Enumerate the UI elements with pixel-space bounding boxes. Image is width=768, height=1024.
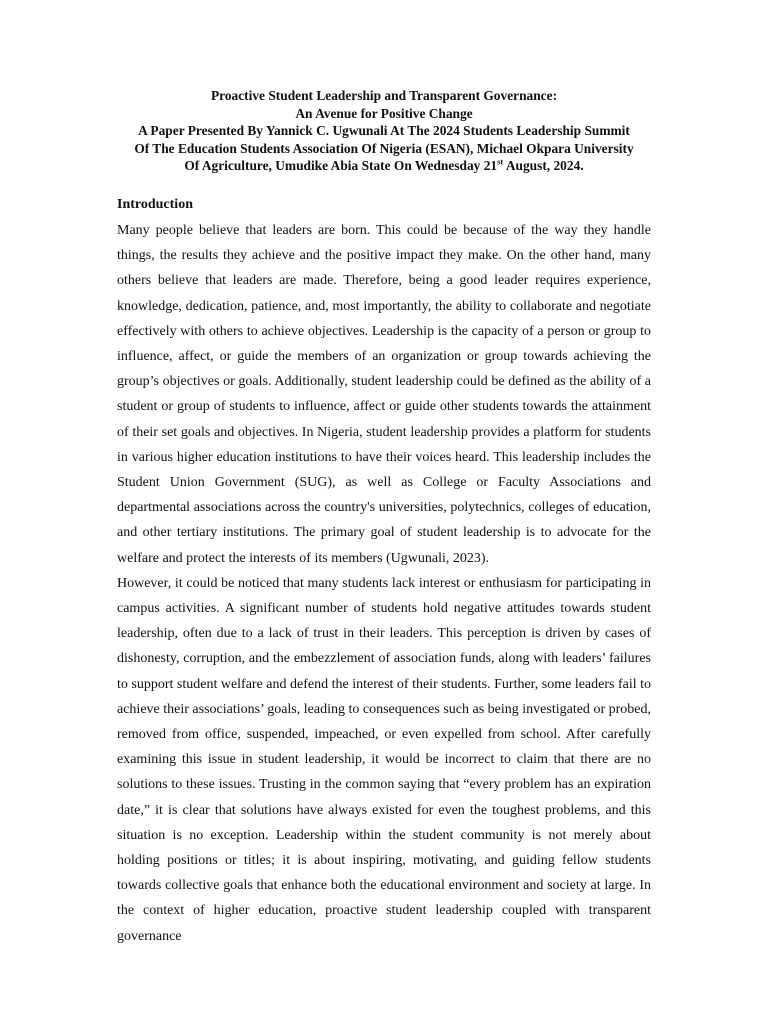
introduction-paragraph-2: However, it could be noticed that many students lack interest or enthusiasm for participating in campus activities. A significant number of students hold negative attitudes towards student leadership, often due to a lack of trust in their leaders. This perception is driven by cases of dishonesty, corruption, and the embezzlement of association funds, along with leaders’ failures to support student welfare and defend the interest of their students. Further, some leaders fail to achieve their associations’ goals, leading to consequences such as being investigated or probed, removed from office, suspended, impeached, or even expelled from school. After carefully examining this issue in student leadership, it would be incorrect to claim that there are no solutions to these issues. Trusting in the common saying that “every problem has an expiration date,” it is clear that solutions have always existed for even the toughest problems, and this situation is no exception. Leadership within the student community is not merely about holding positions or titles; it is about inspiring, motivating, and guiding fellow students towards collective goals that enhance both the educational environment and society at large. In the context of higher education, proactive student leadership coupled with transparent governance xyxy=(117,575,652,944)
title-date-rest: August, 2024. xyxy=(503,158,584,174)
title-line-3: A Paper Presented By Yannick C. Ugwunali At The 2024 Students Leadership Summit xyxy=(138,123,630,139)
title-line-2: An Avenue for Positive Change xyxy=(295,105,473,121)
document-page xyxy=(117,87,652,944)
title-line-5 xyxy=(117,157,651,175)
introduction-paragraph-1: Many people believe that leaders are born. This could be because of the way they handle things, the results they achieve and the positive impact they make. On the other hand, many others believe that leaders are made. Therefore, being a good leader requires experience, knowledge, dedication, patience, and, most importantly, the ability to collaborate and negotiate effectively with others to achieve objectives. Leadership is the capacity of a person or group to influence, affect, or guide the members of an organization or group towards achieving the group’s objectives or goals. Additionally, student leadership could be defined as the ability of a student or group of students to influence, affect or guide other students towards the attainment of their set goals and objectives. In Nigeria, student leadership provides a platform for students in various higher education institutions to have their voices heard. This leadership includes the Student Union Government (SUG), as well as College or Faculty Associations and departmental associations across the country's universities, polytechnics, colleges of education, and other tertiary institutions. The primary goal of student leadership is to advocate for the welfare and protect the interests of its members (Ugwunali, 2023). xyxy=(117,223,651,566)
title-line-1: Proactive Student Leadership and Transparent Governance: xyxy=(210,88,558,103)
introduction-heading: Introduction xyxy=(117,197,193,212)
title-date-suffix: st xyxy=(497,156,504,167)
introduction-body xyxy=(117,218,651,949)
title-date-prefix: Of Agriculture, Umudike Abia State On Wednesday 21 xyxy=(184,158,498,174)
paper-title xyxy=(117,87,651,175)
title-line-4: Of The Education Students Association Of Nigeria (ESAN), Michael Okpara University xyxy=(134,140,634,156)
